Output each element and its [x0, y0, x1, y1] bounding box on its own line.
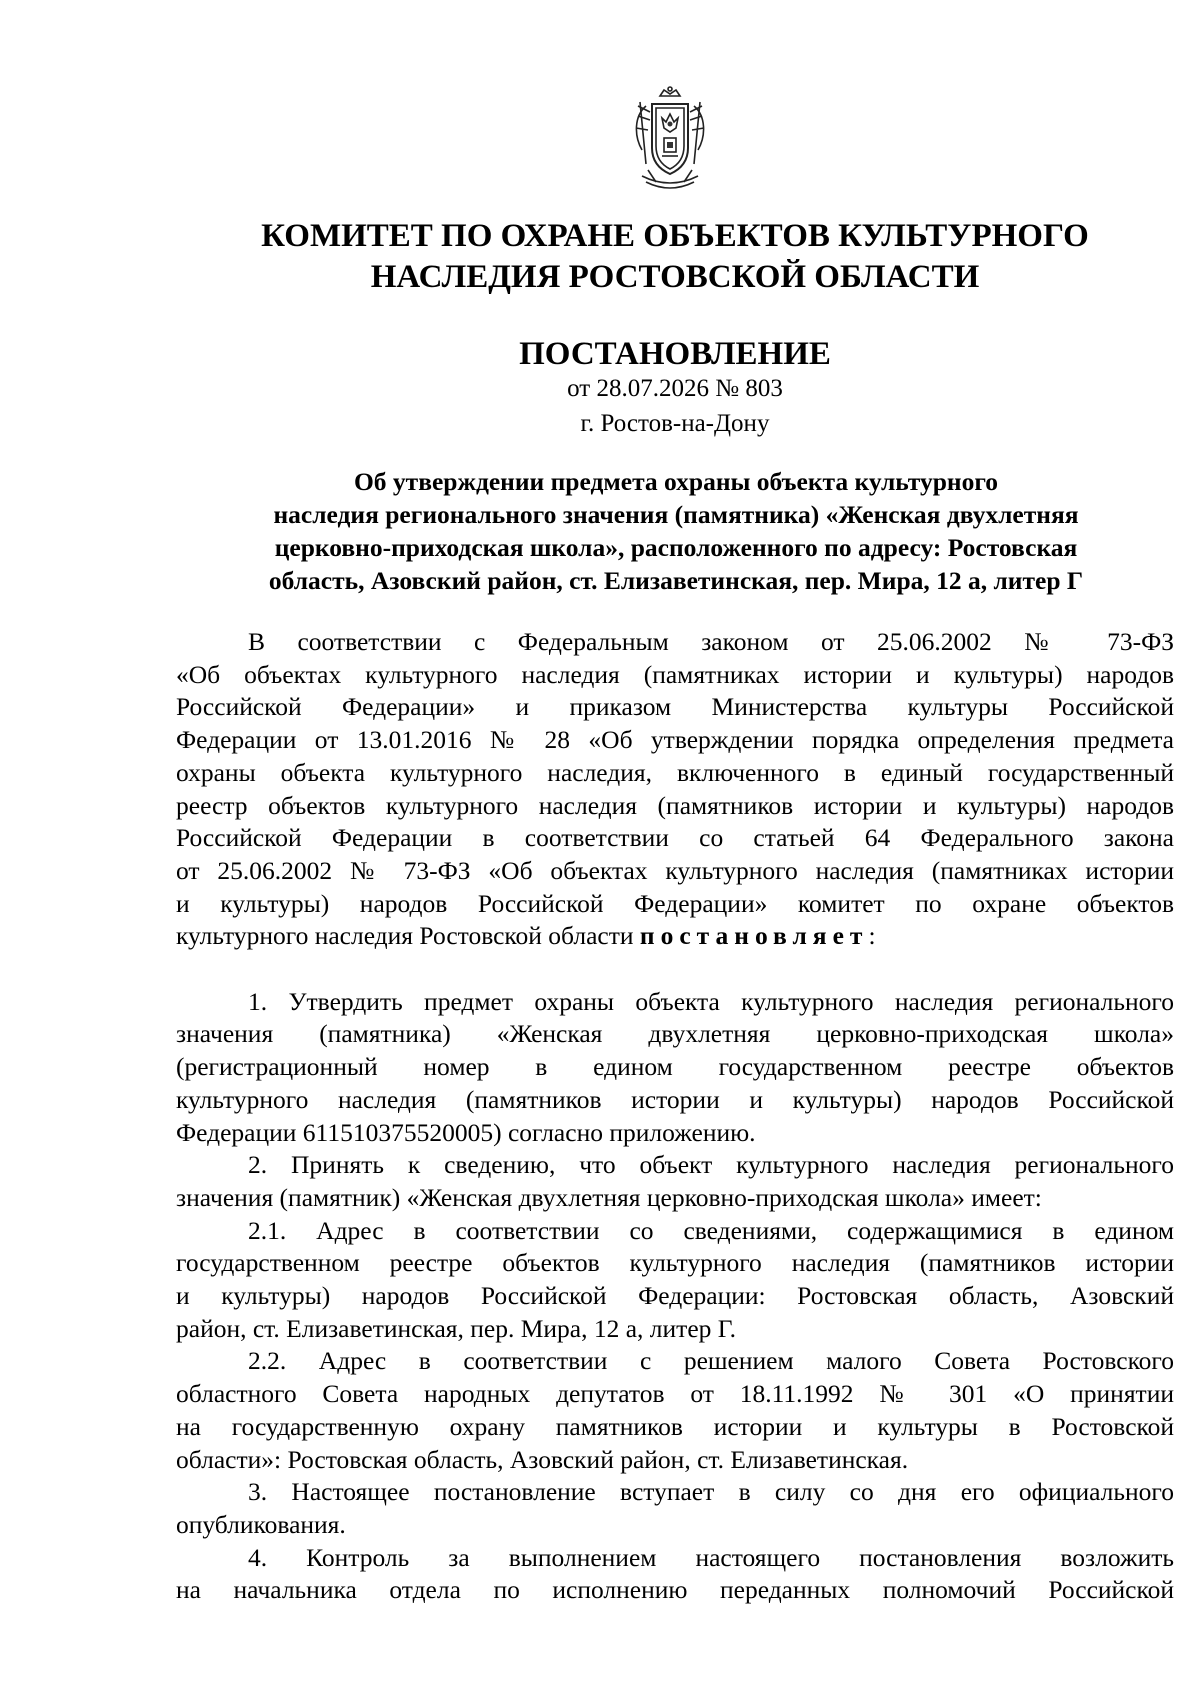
resolves-colon: :	[868, 921, 876, 951]
document-subject	[176, 465, 1176, 597]
body-line: от 25.06.2002 № 73-ФЗ «Об объектах культурного наследия (памятниках истории	[176, 855, 1174, 885]
coat-of-arms-icon	[628, 86, 712, 196]
body-line: Российской Федерации в соответствии со статьей 64 Федерального закона	[176, 823, 1174, 853]
resolves-word: постановляет	[639, 921, 869, 951]
document-meta	[75, 371, 1200, 441]
body-line: и культуры) народов Российской Федерации: Ростовская область, Азовский	[176, 1281, 1174, 1311]
body-line: 2. Принять к сведению, что объект культурного наследия регионального	[248, 1150, 1174, 1180]
item-1-paragraph	[176, 986, 1174, 1150]
subject-line: область, Азовский район, ст. Елизаветинская, пер. Мира, 12 а, литер Г	[268, 566, 1084, 595]
item-3-paragraph	[176, 1476, 1174, 1541]
body-line: области»: Ростовская область, Азовский район, ст. Елизаветинская.	[176, 1444, 909, 1474]
body-line	[176, 920, 1174, 953]
body-line: культурного наследия (памятников истории и культуры) народов Российской	[176, 1084, 1174, 1114]
organization-name	[75, 216, 1200, 298]
body-line: на государственную охрану памятников истории и культуры в Ростовской	[176, 1411, 1174, 1441]
body-line: В соответствии с Федеральным законом от 25.06.2002 № 73-ФЗ	[248, 627, 1174, 656]
document-date-number: от 28.07.2026 № 803	[567, 375, 783, 402]
body-line: областного Совета народных депутатов от 18.11.1992 № 301 «О принятии	[176, 1379, 1174, 1409]
body-line: (регистрационный номер в едином государственном реестре объектов	[176, 1052, 1174, 1082]
body-line: реестр объектов культурного наследия (памятников истории и культуры) народов	[176, 790, 1174, 820]
document-place: г. Ростов-на-Дону	[580, 410, 770, 437]
preamble-paragraph	[176, 626, 1174, 953]
body-line: значения (памятника) «Женская двухлетняя церковно-приходская школа»	[176, 1019, 1174, 1049]
body-line: опубликования.	[176, 1509, 346, 1539]
body-line: Российской Федерации» и приказом Министерства культуры Российской	[176, 692, 1174, 722]
body-line: Федерации от 13.01.2016 № 28 «Об утверждении порядка определения предмета	[176, 725, 1174, 755]
body-line: «Об объектах культурного наследия (памятниках истории и культуры) народов	[176, 659, 1174, 689]
item-4-paragraph	[176, 1542, 1174, 1607]
subject-line: наследия регионального значения (памятника) «Женская двухлетняя	[273, 500, 1079, 529]
document-type: ПОСТАНОВЛЕНИЕ	[519, 336, 831, 372]
preamble-last-line-text: культурного наследия Ростовской области	[176, 921, 640, 951]
body-line: 1. Утвердить предмет охраны объекта культурного наследия регионального	[248, 986, 1174, 1016]
item-2-paragraph	[176, 1149, 1174, 1214]
body-line: Федерации 611510375520005) согласно приложению.	[176, 1117, 756, 1147]
organization-name-line-2: НАСЛЕДИЯ РОСТОВСКОЙ ОБЛАСТИ	[370, 259, 980, 295]
item-2-1-paragraph	[176, 1215, 1174, 1346]
subject-line: Об утверждении предмета охраны объекта культурного	[353, 467, 999, 496]
document-body	[176, 626, 1174, 1607]
organization-name-line-1: КОМИТЕТ ПО ОХРАНЕ ОБЪЕКТОВ КУЛЬТУРНОГО	[261, 218, 1089, 254]
body-line: 2.1. Адрес в соответствии со сведениями, содержащимися в едином	[248, 1215, 1174, 1245]
item-2-2-paragraph	[176, 1345, 1174, 1476]
subject-line: церковно-приходская школа», расположенного по адресу: Ростовская	[274, 533, 1078, 562]
body-line: значения (памятник) «Женская двухлетняя церковно-приходская школа» имеет:	[176, 1182, 1042, 1212]
body-line: 3. Настоящее постановление вступает в силу со дня его официального	[248, 1477, 1174, 1507]
body-line: 2.2. Адрес в соответствии с решением малого Совета Ростовского	[248, 1346, 1174, 1376]
body-line: охраны объекта культурного наследия, включенного в единый государственный	[176, 757, 1174, 787]
body-line: на начальника отдела по исполнению переданных полномочий Российской	[176, 1575, 1174, 1605]
body-line: район, ст. Елизаветинская, пер. Мира, 12 а, литер Г.	[176, 1313, 737, 1343]
body-line: государственном реестре объектов культурного наследия (памятников истории	[176, 1248, 1174, 1278]
body-line: и культуры) народов Российской Федерации» комитет по охране объектов	[176, 888, 1174, 918]
body-line: 4. Контроль за выполнением настоящего постановления возложить	[248, 1542, 1174, 1572]
